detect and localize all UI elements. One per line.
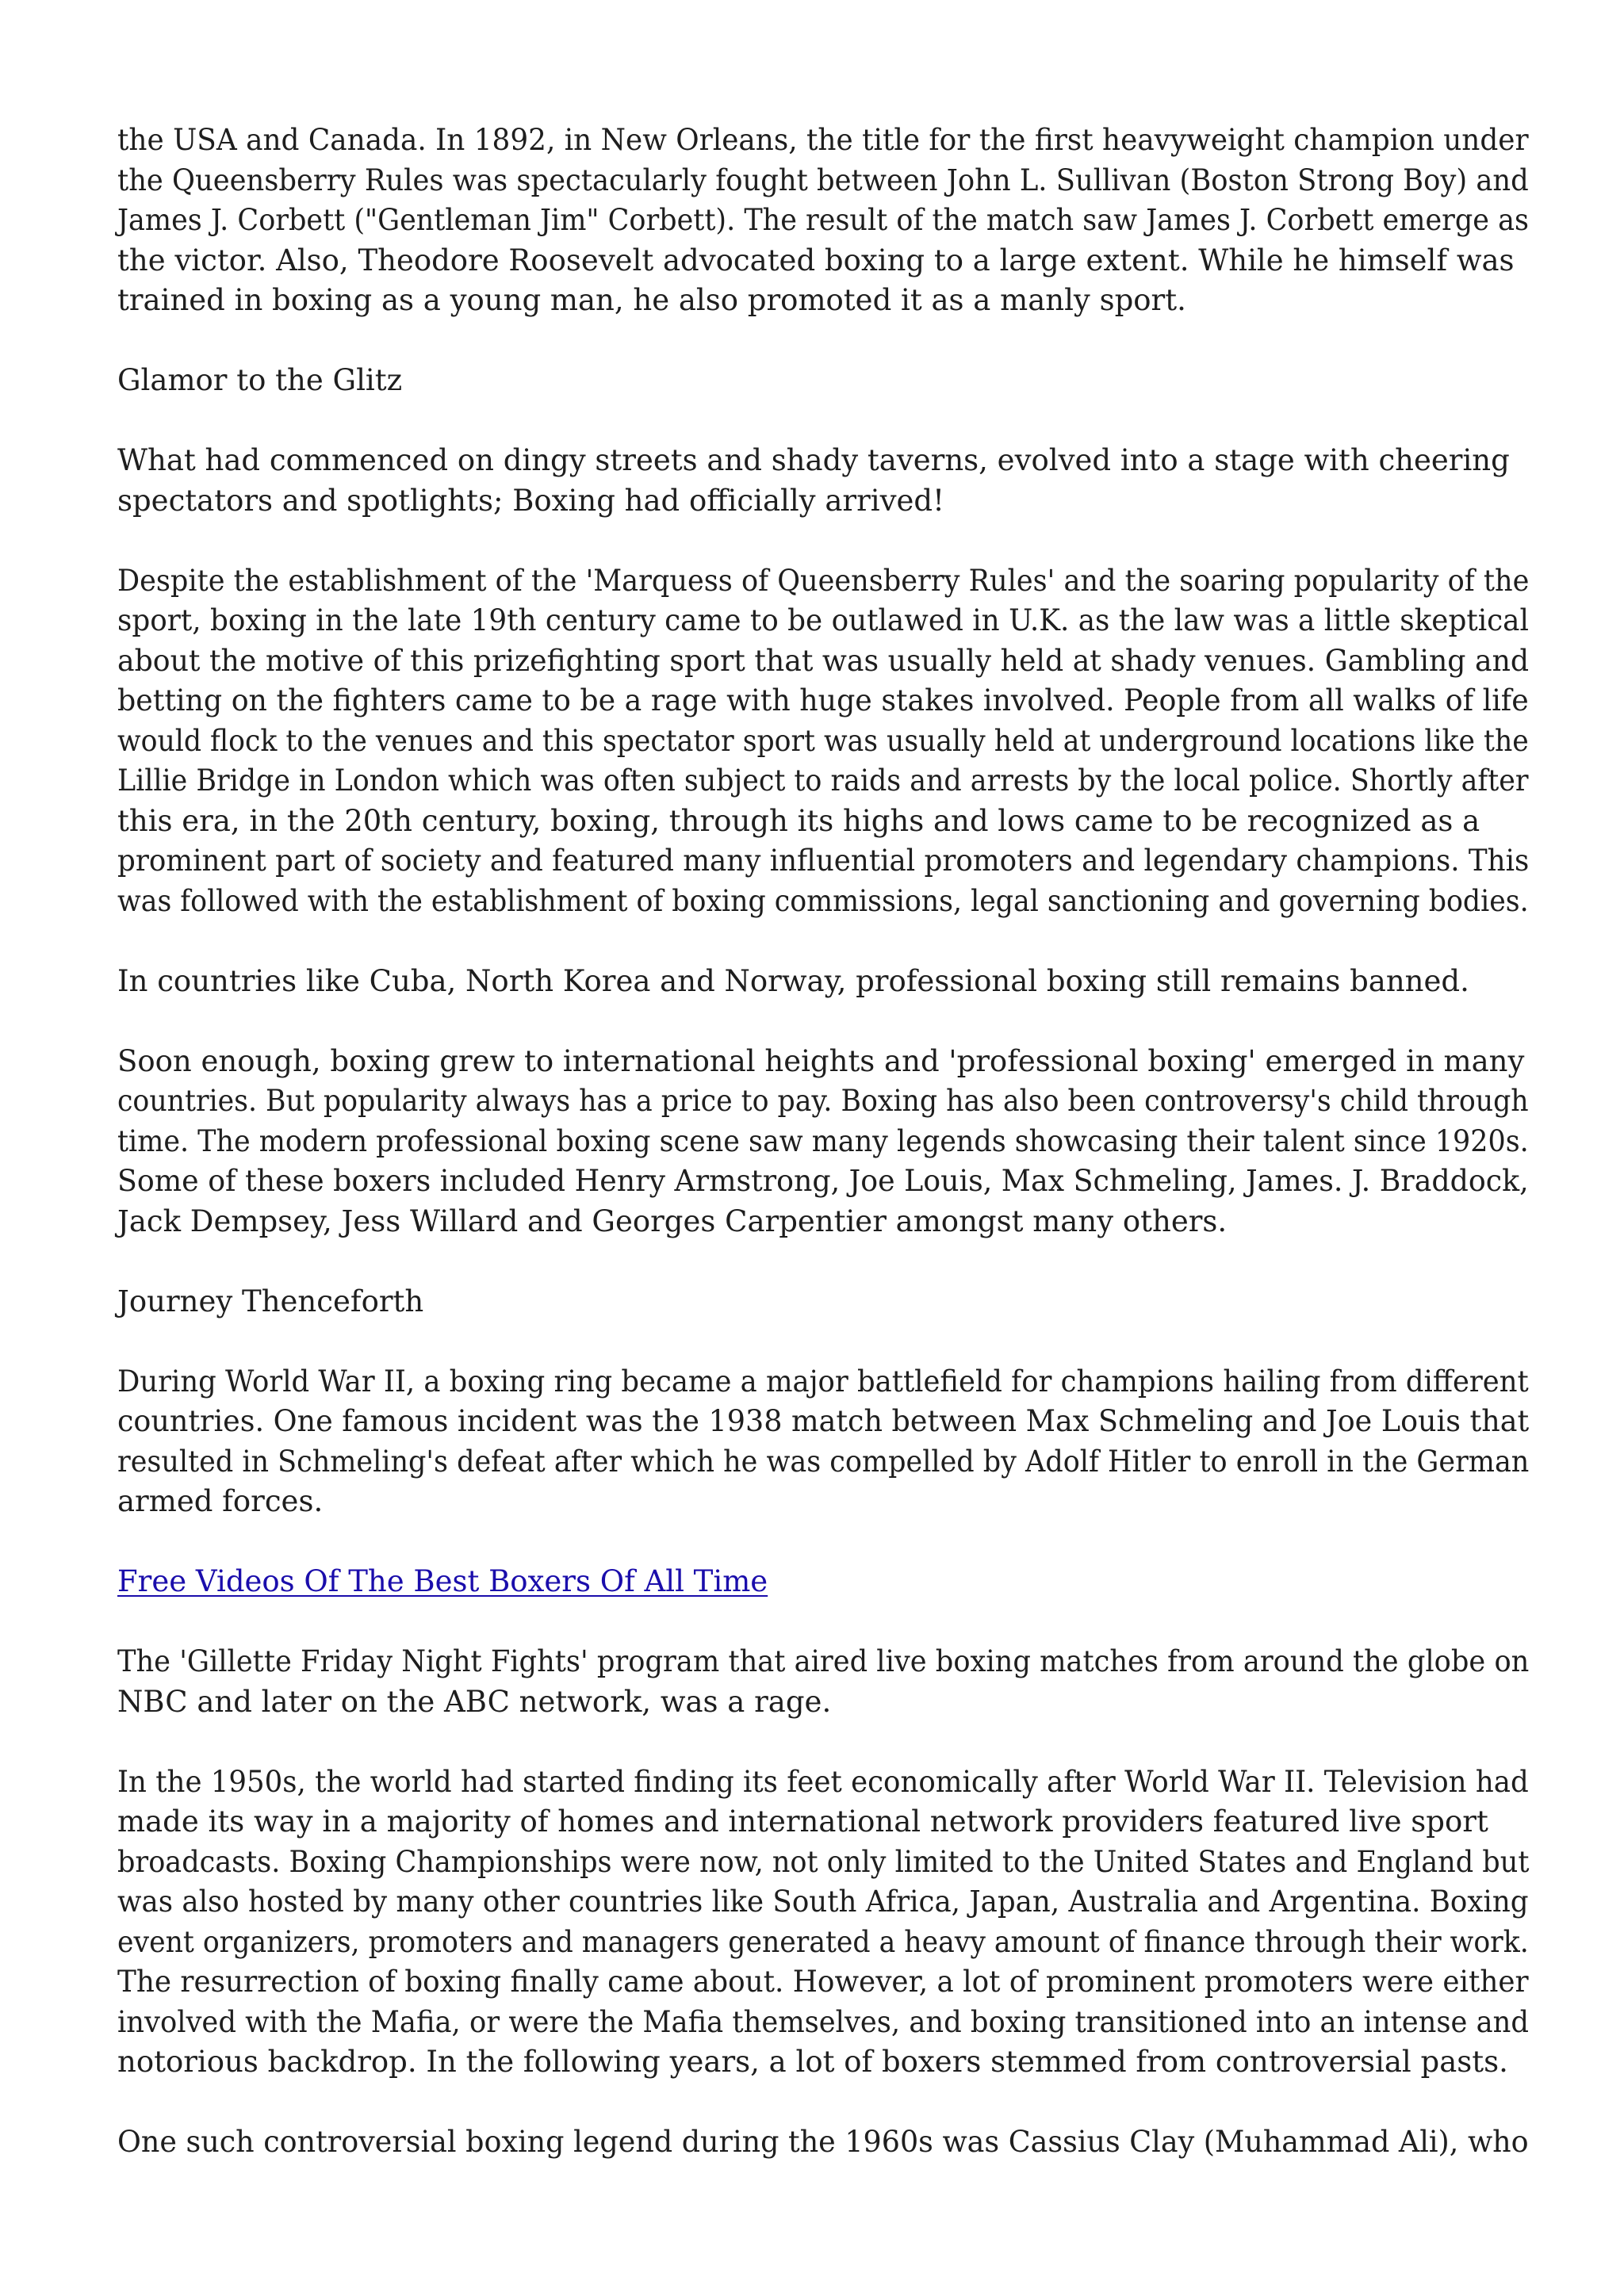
text-line: the USA and Canada. In 1892, in New Orleans, the title for the first heavyweight champion under (117, 123, 1529, 157)
free-videos-link[interactable]: Free Videos Of The Best Boxers Of All Time (117, 1564, 768, 1598)
text-line: Jack Dempsey, Jess Willard and Georges Carpentier amongst many others. (117, 1203, 1228, 1238)
text-line: trained in boxing as a young man, he also promoted it as a manly sport. (117, 283, 1186, 317)
text-line: In countries like Cuba, North Korea and Norway, professional boxing still remains banned. (117, 963, 1469, 998)
paragraph-gillette (117, 1642, 1529, 1722)
text-line: What had commenced on dingy streets and shady taverns, evolved into a stage with cheering (117, 443, 1510, 477)
text-line: broadcasts. Boxing Championships were now, not only limited to the United States and England but (117, 1844, 1530, 1879)
paragraph-queensberry-rules (117, 561, 1529, 922)
text-line: NBC and later on the ABC network, was a rage. (117, 1684, 832, 1719)
article-body (117, 121, 1529, 2202)
text-line: resulted in Schmeling's defeat after which he was compelled by Adolf Hitler to enroll in the German (117, 1444, 1530, 1479)
text-line: sport, boxing in the late 19th century came to be outlawed in U.K. as the law was a little skeptical (117, 603, 1529, 637)
paragraph-banned-countries (117, 962, 1529, 1002)
text-line: The 'Gillette Friday Night Fights' program that aired live boxing matches from around the globe on (117, 1644, 1530, 1678)
text-line: was followed with the establishment of boxing commissions, legal sanctioning and governing bodies. (117, 883, 1529, 918)
section-heading-glamor: Glamor to the Glitz (117, 363, 403, 397)
text-line: prominent part of society and featured many influential promoters and legendary champions. This (117, 844, 1530, 878)
text-line: Lillie Bridge in London which was often subject to raids and arrests by the local police. Shortly after (117, 763, 1529, 798)
text-line: spectators and spotlights; Boxing had officially arrived! (117, 483, 944, 518)
text-line: Despite the establishment of the 'Marquess of Queensberry Rules' and the soaring popularity of the (117, 563, 1530, 598)
text-line: James J. Corbett ("Gentleman Jim" Corbett). The result of the match saw James J. Corbett emerge as (117, 203, 1529, 237)
text-line: this era, in the 20th century, boxing, through its highs and lows came to be recognized as a (117, 803, 1480, 838)
text-line: During World War II, a boxing ring became a major battlefield for champions hailing from different (117, 1364, 1529, 1399)
paragraph-dingy-streets (117, 441, 1529, 521)
paragraph-1950s (117, 1762, 1529, 2083)
text-line: betting on the fighters came to be a rage with huge stakes involved. People from all walks of life (117, 683, 1529, 718)
text-line: In the 1950s, the world had started finding its feet economically after World War II. Television had (117, 1764, 1529, 1799)
text-line: countries. One famous incident was the 1938 match between Max Schmeling and Joe Louis that (117, 1404, 1530, 1438)
text-line: was also hosted by many other countries like South Africa, Japan, Australia and Argentina. Boxing (117, 1885, 1529, 1919)
text-line: notorious backdrop. In the following years, a lot of boxers stemmed from controversial pasts. (117, 2045, 1508, 2079)
text-line: One such controversial boxing legend during the 1960s was Cassius Clay (Muhammad Ali), who (117, 2125, 1529, 2159)
text-line: event organizers, promoters and managers generated a heavy amount of finance through their work. (117, 1924, 1529, 1959)
text-line: made its way in a majority of homes and international network providers featured live sport (117, 1804, 1488, 1839)
text-line: armed forces. (117, 1484, 324, 1518)
text-line: countries. But popularity always has a price to pay. Boxing has also been controversy's child through (117, 1084, 1529, 1118)
text-line: time. The modern professional boxing scene saw many legends showcasing their talent since 1920s. (117, 1123, 1529, 1158)
text-line: the Queensberry Rules was spectacularly fought between John L. Sullivan (Boston Strong Boy) and (117, 163, 1529, 197)
paragraph-us-canada (117, 121, 1529, 321)
text-line: would flock to the venues and this spectator sport was usually held at underground locations like the (117, 723, 1529, 758)
paragraph-cassius-clay (117, 2122, 1529, 2163)
text-line: Some of these boxers included Henry Armstrong, Joe Louis, Max Schmeling, James. J. Braddock, (117, 1164, 1529, 1198)
text-line: about the motive of this prizefighting sport that was usually held at shady venues. Gambling and (117, 643, 1530, 678)
text-line: The resurrection of boxing finally came about. However, a lot of prominent promoters were either (117, 1965, 1529, 1999)
text-line: the victor. Also, Theodore Roosevelt advocated boxing to a large extent. While he himself was (117, 243, 1515, 277)
paragraph-professional-boxing (117, 1042, 1529, 1242)
text-line: Soon enough, boxing grew to international heights and 'professional boxing' emerged in many (117, 1043, 1525, 1078)
text-line: involved with the Mafia, or were the Mafia themselves, and boxing transitioned into an intense and (117, 2004, 1529, 2039)
paragraph-world-war-ii (117, 1362, 1529, 1522)
paragraph-link (117, 1562, 1529, 1602)
section-heading-journey: Journey Thenceforth (117, 1284, 424, 1318)
